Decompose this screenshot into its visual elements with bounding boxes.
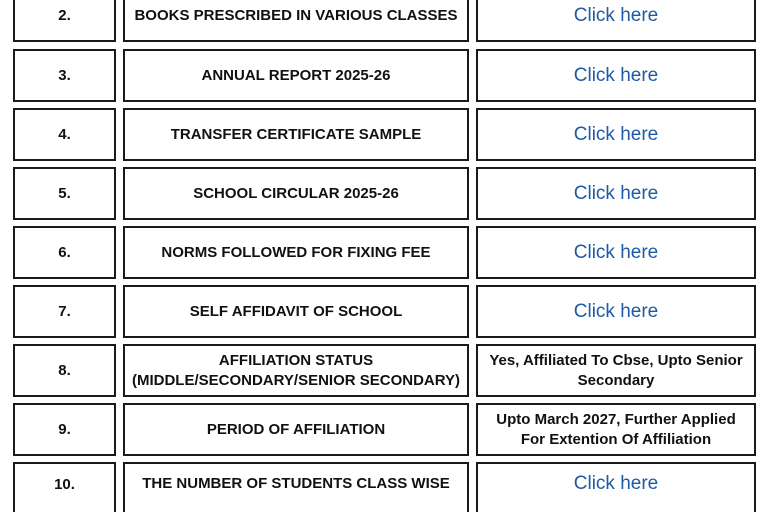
row-title-cell — [123, 49, 469, 102]
row-title-cell — [123, 226, 469, 279]
row-number: 3. — [58, 67, 71, 84]
click-here-link[interactable]: Click here — [573, 300, 659, 322]
row-number-cell — [13, 344, 116, 397]
row-number-cell — [13, 403, 116, 456]
row-title: SELF AFFIDAVIT OF SCHOOL — [189, 302, 403, 320]
row-number: 7. — [58, 303, 71, 320]
row-info-cell — [476, 403, 756, 456]
row-number: 9. — [58, 421, 71, 438]
row-number: 5. — [58, 185, 71, 202]
row-info-cell — [476, 226, 756, 279]
row-title: ANNUAL REPORT 2025-26 — [201, 66, 391, 84]
click-here-link[interactable]: Click here — [573, 4, 659, 26]
row-number-cell — [13, 49, 116, 102]
row-number-cell — [13, 226, 116, 279]
row-info-cell — [476, 462, 756, 512]
row-title: NORMS FOLLOWED FOR FIXING FEE — [161, 243, 431, 261]
row-title-cell — [123, 0, 469, 42]
row-title-cell — [123, 344, 469, 397]
row-number-cell — [13, 462, 116, 512]
click-here-link[interactable]: Click here — [573, 473, 659, 494]
row-title-cell — [123, 108, 469, 161]
row-number-cell — [13, 167, 116, 220]
row-title: SCHOOL CIRCULAR 2025-26 — [193, 184, 399, 202]
affiliation-period-value: Upto March 2027, Further Applied For Extention Of Affiliation — [496, 410, 736, 448]
row-number: 8. — [58, 362, 71, 379]
row-info-cell — [476, 167, 756, 220]
row-number-cell — [13, 285, 116, 338]
row-number: 2. — [58, 7, 71, 24]
row-info-cell — [476, 0, 756, 42]
row-title: PERIOD OF AFFILIATION — [206, 420, 386, 438]
row-number: 6. — [58, 244, 71, 261]
row-info-cell — [476, 285, 756, 338]
row-title: THE NUMBER OF STUDENTS CLASS WISE — [142, 475, 450, 492]
row-info-cell — [476, 344, 756, 397]
row-number: 4. — [58, 126, 71, 143]
row-title: TRANSFER CERTIFICATE SAMPLE — [170, 125, 422, 143]
row-number: 10. — [54, 475, 75, 493]
affiliation-status-value: Yes, Affiliated To Cbse, Upto Senior Secondary — [489, 351, 743, 389]
row-number-cell — [13, 0, 116, 42]
row-title-cell — [123, 403, 469, 456]
row-title-cell — [123, 462, 469, 512]
row-title: BOOKS PRESCRIBED IN VARIOUS CLASSES — [134, 6, 458, 24]
click-here-link[interactable]: Click here — [573, 182, 659, 204]
click-here-link[interactable]: Click here — [573, 123, 659, 145]
row-info-cell — [476, 108, 756, 161]
click-here-link[interactable]: Click here — [573, 241, 659, 263]
row-title: AFFILIATION STATUS (MIDDLE/SECONDARY/SENIOR SECONDARY) — [131, 351, 461, 389]
row-title-cell — [123, 167, 469, 220]
click-here-link[interactable]: Click here — [573, 64, 659, 86]
row-info-cell — [476, 49, 756, 102]
row-title-cell — [123, 285, 469, 338]
row-number-cell — [13, 108, 116, 161]
